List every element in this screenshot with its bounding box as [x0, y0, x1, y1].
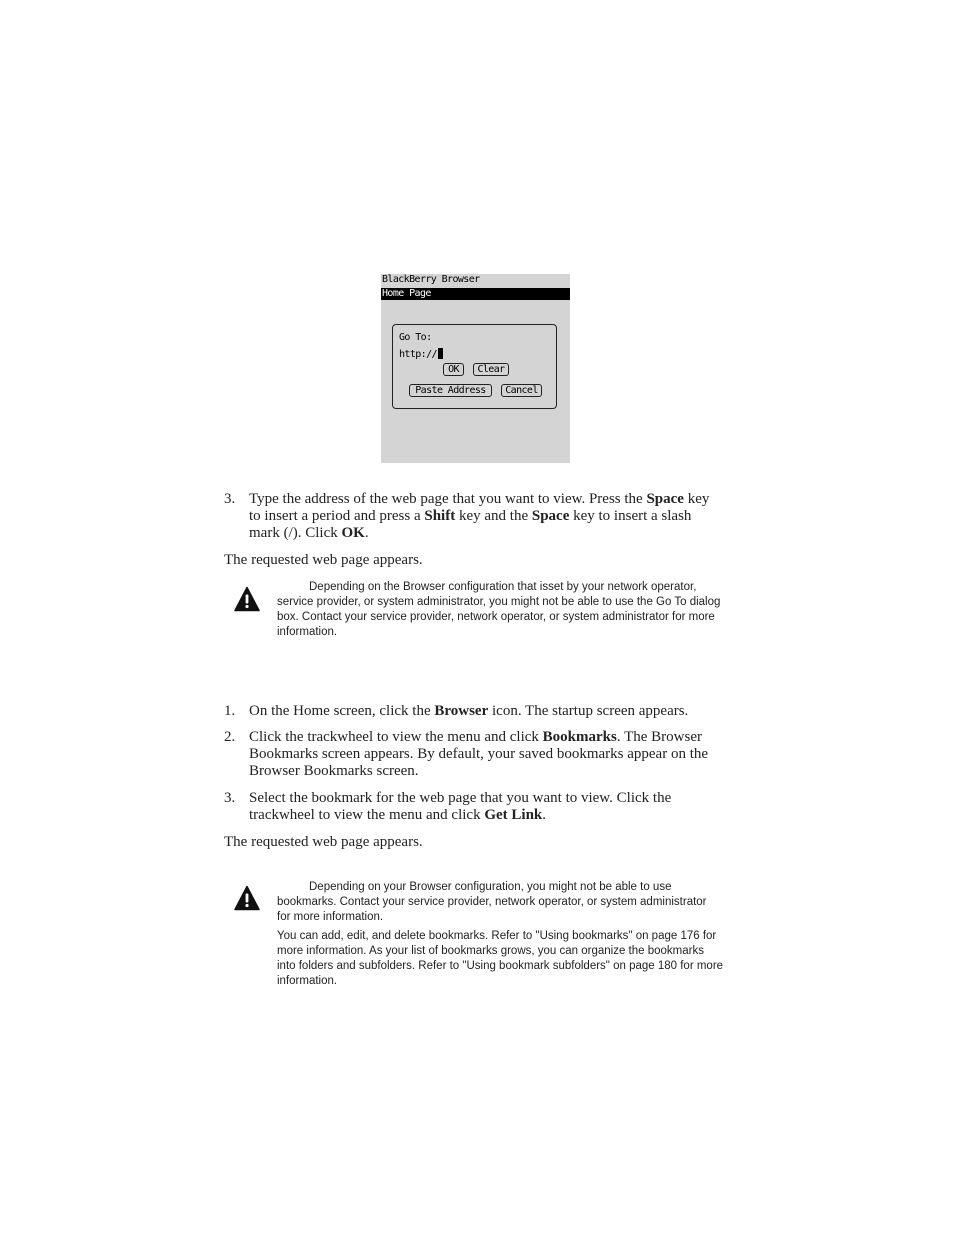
step-3-text	[249, 790, 739, 824]
step-line: Browser Bookmarks screen.	[249, 763, 419, 779]
go-to-dialog	[392, 324, 557, 409]
result-text: The requested web page appears.	[224, 834, 423, 850]
step-number: 1.	[224, 703, 236, 719]
browser-title: BlackBerry Browser	[382, 274, 480, 285]
step-line: Click the trackwheel to view the menu and click Bookmarks. The Browser	[249, 729, 702, 745]
note-line: bookmarks. Contact your service provider, network operator, or system administrator	[277, 896, 707, 908]
note-line: box. Contact your service provider, network operator, or system administrator for more	[277, 611, 715, 623]
go-to-label: Go To:	[399, 332, 432, 343]
device-screenshot	[381, 274, 570, 463]
text-cursor	[438, 348, 443, 359]
url-field[interactable]	[399, 348, 443, 361]
paste-address-button[interactable]: Paste Address	[409, 384, 492, 397]
note-line: You can add, edit, and delete bookmarks. Refer to "Using bookmarks" on page 176 for	[277, 930, 717, 942]
warning-icon	[234, 586, 260, 612]
result-text: The requested web page appears.	[224, 552, 423, 568]
note-2	[277, 880, 737, 989]
clear-button[interactable]: Clear	[473, 363, 509, 376]
note-line: into folders and subfolders. Refer to "Using bookmark subfolders" on page 180 for more	[277, 960, 724, 972]
note-line: information.	[277, 626, 338, 638]
step-line: to insert a period and press a Shift key and the Space key to insert a slash	[249, 508, 692, 524]
step-number: 2.	[224, 729, 236, 745]
step-1-text: On the Home screen, click the Browser icon. The startup screen appears.	[249, 703, 689, 719]
step-number: 3.	[224, 790, 236, 806]
note-line: Depending on your Browser configuration, you might not be able to use	[309, 881, 672, 893]
step-3-text	[249, 491, 739, 542]
cancel-button[interactable]: Cancel	[501, 384, 542, 397]
url-value: http://	[399, 349, 437, 360]
step-line: Select the bookmark for the web page that you want to view. Click the	[249, 790, 672, 806]
home-page-highlight: Home Page	[381, 288, 570, 300]
warning-icon	[234, 885, 260, 911]
note-line: for more information.	[277, 911, 384, 923]
note-line: service provider, or system administrator, you might not be able to use the Go To dialog	[277, 596, 721, 608]
step-number: 3.	[224, 491, 236, 507]
step-line: Bookmarks screen appears. By default, your saved bookmarks appear on the	[249, 746, 709, 762]
step-2-text	[249, 729, 739, 780]
ok-button[interactable]: OK	[443, 363, 464, 376]
note-1	[277, 580, 737, 640]
step-line: mark (/). Click OK.	[249, 525, 369, 541]
note-line: information.	[277, 975, 338, 987]
step-line: trackwheel to view the menu and click Get Link.	[249, 807, 547, 823]
step-line: Type the address of the web page that you want to view. Press the Space key	[249, 491, 710, 507]
note-line: more information. As your list of bookmarks grows, you can organize the bookmarks	[277, 945, 704, 957]
note-line: Depending on the Browser configuration that isset by your network operator,	[309, 581, 697, 593]
